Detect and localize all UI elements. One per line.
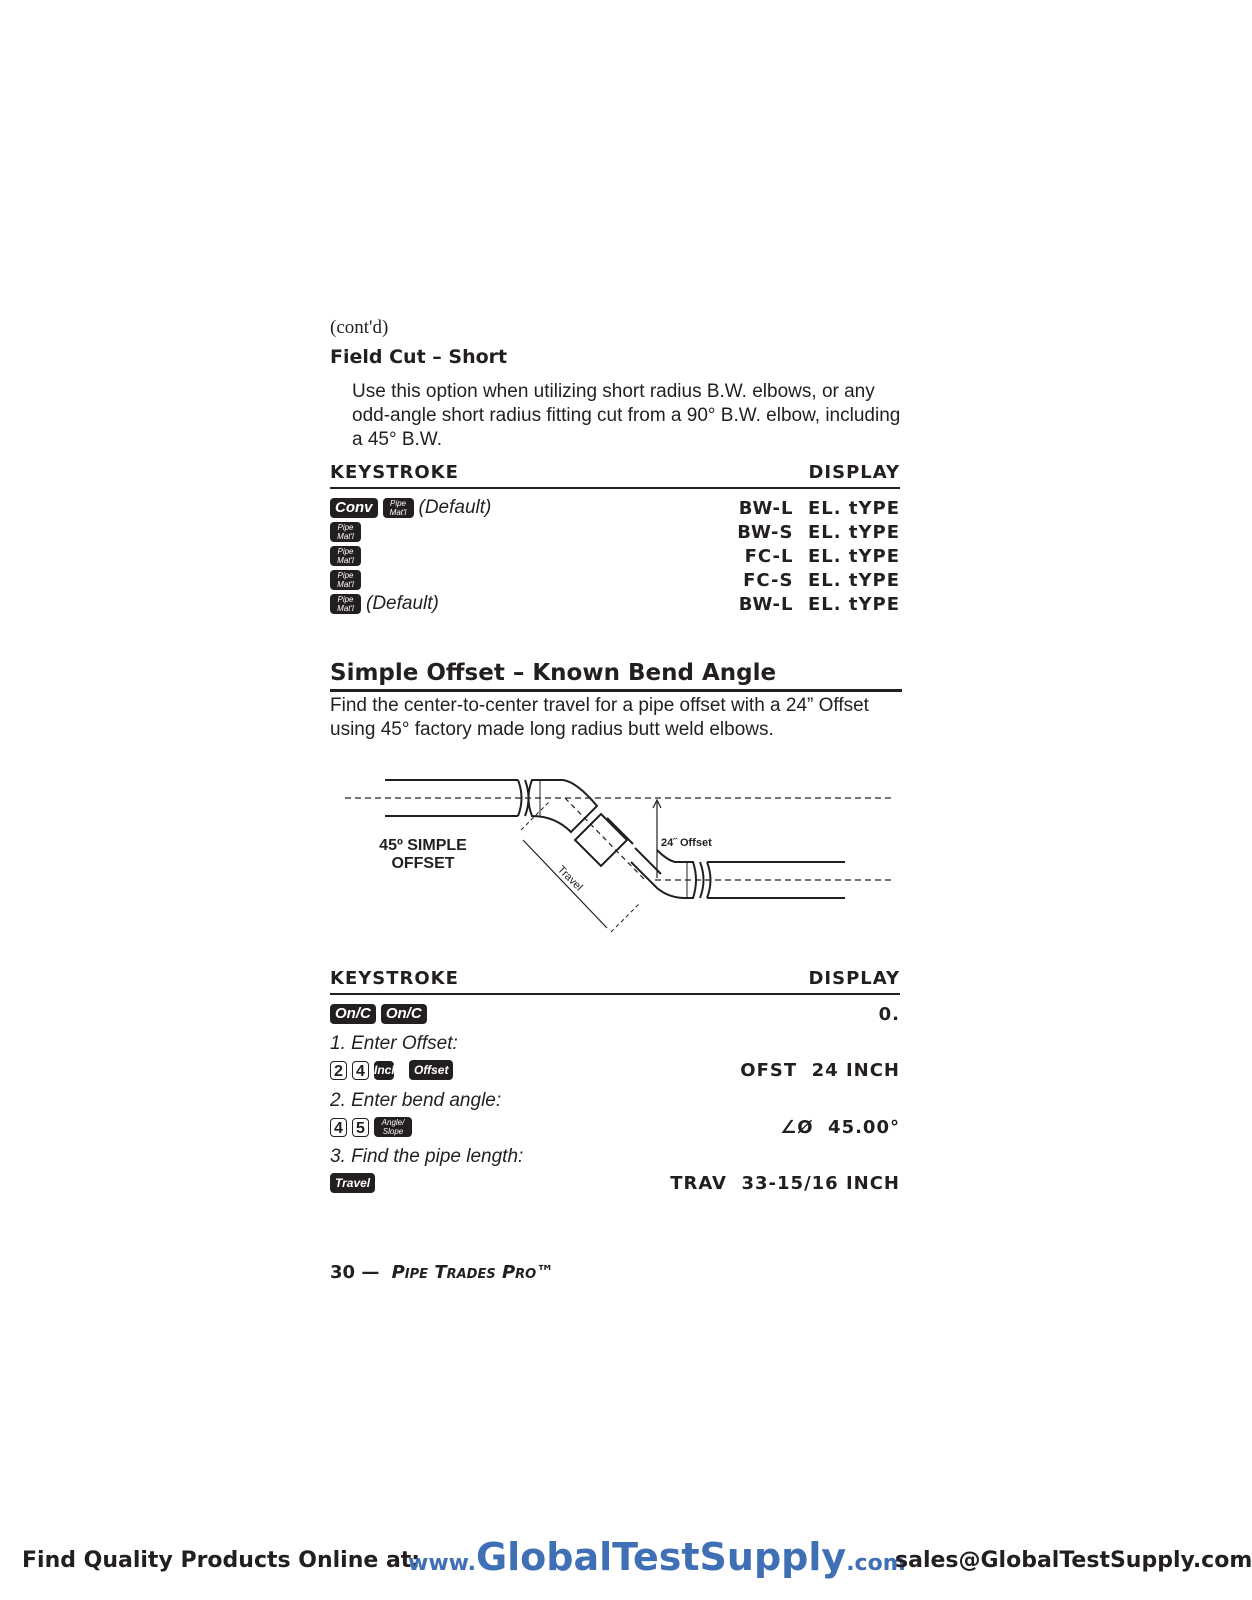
offset-label: 24˝ Offset: [661, 837, 712, 849]
angle-slope-key: Angle/ Slope: [374, 1117, 412, 1137]
ad-domain: GlobalTestSupply: [475, 1535, 847, 1579]
travel-dimension-line: [523, 840, 607, 928]
table2-header: [330, 968, 900, 995]
display-value: BW-L EL. tYPE: [738, 593, 900, 615]
step-label: 1. Enter Offset:: [330, 1033, 458, 1054]
on-c-key: On/C: [330, 1004, 376, 1024]
pipe-matl-key: Pipe Mat'l: [330, 570, 361, 590]
keystroke-header: KEYSTROKE: [330, 968, 459, 989]
ad-email-link[interactable]: sales@GlobalTestSupply.com: [895, 1548, 1252, 1573]
display-header: DISPLAY: [808, 968, 900, 989]
page-footer: [330, 1262, 554, 1283]
table-row: [330, 544, 900, 568]
table-row: [330, 1171, 900, 1195]
product-brand: Pipe Trades Pro™: [391, 1262, 555, 1283]
pipe-matl-key: Pipe Mat'l: [330, 546, 361, 566]
digit-4-key: 4: [352, 1061, 369, 1080]
ad-website-link[interactable]: [408, 1535, 906, 1579]
ad-tagline: Find Quality Products Online at:: [22, 1548, 421, 1573]
diagram-label-line1: 45º SIMPLE: [379, 837, 467, 854]
page-number: 30 —: [330, 1262, 380, 1283]
display-value: BW-S EL. tYPE: [737, 521, 900, 543]
travel-label: Travel: [554, 863, 585, 894]
table-row: [330, 520, 900, 544]
subheading: Field Cut – Short: [330, 346, 508, 368]
on-c-key: On/C: [381, 1004, 427, 1024]
display-value: FC-S EL. tYPE: [743, 569, 900, 591]
display-value: TRAV 33-15/16 INCH: [670, 1172, 900, 1194]
table-row: [330, 1002, 900, 1026]
ad-tld: .com: [846, 1551, 906, 1576]
travel-key: Travel: [330, 1173, 375, 1193]
display-value: FC-L EL. tYPE: [744, 545, 900, 567]
display-value: OFST 24 INCH: [740, 1059, 900, 1081]
conv-key: Conv: [330, 498, 378, 518]
display-value: BW-L EL. tYPE: [738, 497, 900, 519]
offset-diagram: [335, 770, 905, 950]
display-value: 0.: [878, 1003, 900, 1025]
digit-5-key: 5: [352, 1118, 369, 1137]
upper-elbow: [529, 780, 598, 832]
step-label: 3. Find the pipe length:: [330, 1146, 524, 1167]
section-title: Simple Offset – Known Bend Angle: [330, 660, 902, 692]
key-note: (Default): [418, 497, 492, 518]
key-note: (Default): [366, 593, 439, 614]
digit-4-key: 4: [330, 1118, 347, 1137]
table1-header: [330, 462, 900, 489]
table-row: [330, 592, 900, 616]
section-intro: Find the center-to-center travel for a pipe offset with a 24” Offset using 45° factory made long radius butt weld elbows.: [330, 695, 869, 740]
step-label: 2. Enter bend angle:: [330, 1090, 502, 1111]
keystroke-header: KEYSTROKE: [330, 462, 459, 483]
table-row: [330, 1058, 900, 1082]
ad-www: www.: [408, 1551, 476, 1576]
offset-key: Offset: [409, 1060, 453, 1080]
pipe-matl-key: Pipe Mat'l: [330, 594, 361, 614]
table-row: [330, 1115, 900, 1139]
pipe-matl-key: Pipe Mat'l: [330, 522, 361, 542]
middle-segment: [575, 814, 627, 866]
inch-key: Inch: [374, 1061, 394, 1080]
display-header: DISPLAY: [808, 462, 900, 483]
pipe-matl-key: Pipe Mat'l: [383, 498, 414, 518]
lower-elbow: [631, 850, 696, 898]
contd-label: (cont'd): [330, 317, 389, 338]
display-value: ∠Ø 45.00°: [780, 1116, 900, 1138]
intro-paragraph: Use this option when utilizing short radius B.W. elbows, or any odd-angle short radius fitting cut from a 90° B.W. elbow, including a 45° B.W.: [352, 381, 901, 450]
table-row: [330, 568, 900, 592]
diagram-label-line2: OFFSET: [391, 855, 455, 872]
table-row: [330, 496, 900, 520]
digit-2-key: 2: [330, 1061, 347, 1080]
